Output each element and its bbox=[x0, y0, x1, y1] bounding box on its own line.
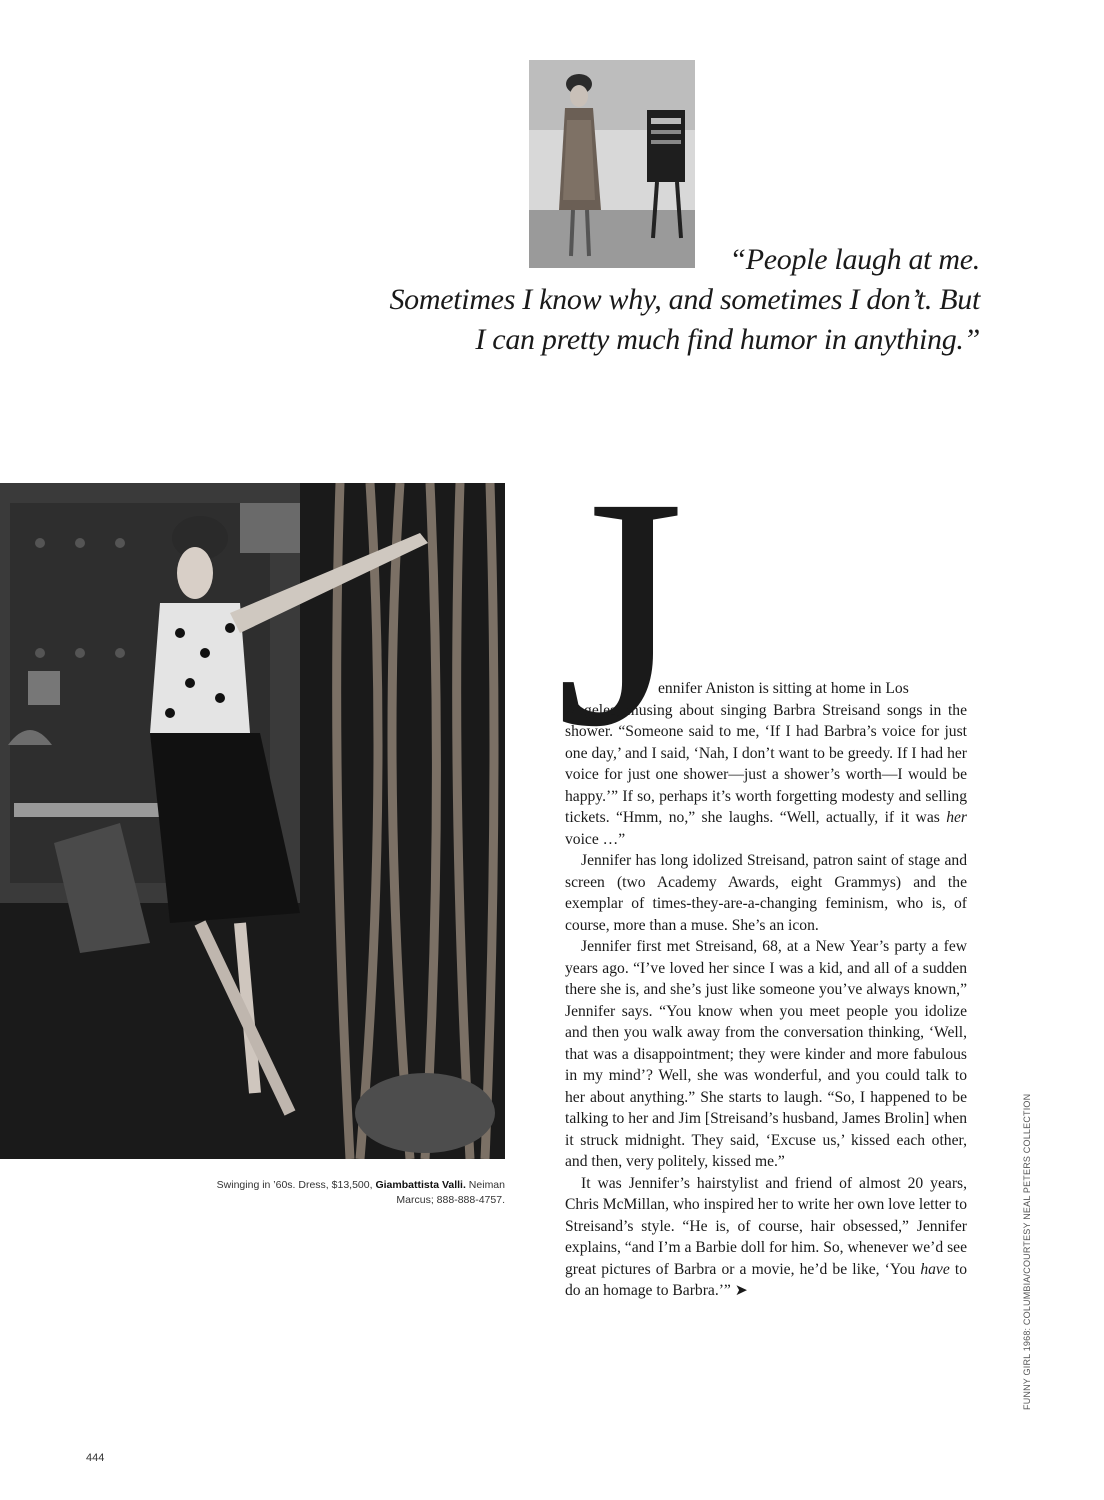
inset-photo bbox=[529, 60, 695, 268]
continue-arrow-icon: ➤ bbox=[734, 1282, 748, 1299]
caption-text-a: Swinging in ’60s. Dress, $13,500, bbox=[216, 1179, 376, 1191]
pull-quote-line-1: “People laugh at me. bbox=[729, 243, 980, 276]
photo-credit: FUNNY GIRL 1968: COLUMBIA/COURTESY NEAL PETERS COLLECTION bbox=[1022, 1093, 1032, 1410]
page-number: 444 bbox=[86, 1452, 105, 1464]
article-first-line: ennifer Aniston is sitting at home in Los bbox=[658, 680, 909, 697]
photo-caption bbox=[214, 1178, 505, 1208]
article-p1-italic: her bbox=[946, 809, 967, 826]
article-p1-text: Angeles, musing about singing Barbra Streisand songs in the shower. “Someone said to me, ‘If I had Barbra’s voice for just one day,’ and I said, ‘Nah, I don’t want to be greedy. If I had her voice for just one shower—just a shower’s worth—I would be happy.’” If so, perhaps it’s worth forgetting modesty and selling tickets. “Hmm, no,” she laughs. “Well, actually, if it was bbox=[565, 701, 967, 826]
article-p4-italic: have bbox=[920, 1260, 950, 1278]
article-paragraph-2: Jennifer has long idolized Streisand, patron saint of stage and screen (two Academy Awards, eight Grammys) and the exemplar of times-they-are-a-changing feminism, who is, of course, more than a muse. She’s an icon. bbox=[565, 852, 967, 934]
pull-quote bbox=[300, 240, 980, 360]
caption-brand: Giambattista Valli. bbox=[375, 1179, 466, 1191]
pull-quote-line-3: I can pretty much find humor in anything.” bbox=[475, 323, 980, 356]
article-p4-text: It was Jennifer’s hairstylist and friend of almost 20 years, Chris McMillan, who inspired her to write her own love letter to Streisand’s style. “He is, of course, hair obsessed,” Jennifer explains, “and I’m a Barbie doll for him. So, whenever we’d see great pictures of Barbra or a movie, he’d be like, ‘You bbox=[565, 1174, 967, 1278]
article-paragraph-3: Jennifer first met Streisand, 68, at a New Year’s party a few years ago. “I’ve loved her since I was a kid, and all of a sudden there she is, and she’s just like someone you’ve always known,” Jennifer says. “You know when you meet people you idolize and then you walk away from the conversation thinking, ‘Well, that was a disappointment; they were kinder and more fabulous in my mind’? Well, she was wonderful, and you could talk to her about anything.” She starts to laugh. “So, I happened to be talking to her and Jim [Streisand’s husband, James Brolin] when it struck midnight. They said, ‘Excuse us,’ kissed each other, and then, very politely, kissed me.” bbox=[565, 938, 967, 1170]
article-paragraph-1 bbox=[565, 678, 967, 850]
article-p1-end: voice …” bbox=[565, 830, 626, 848]
caption-text-b: Neiman Marcus; 888-888-4757. bbox=[396, 1179, 505, 1206]
drop-cap: J bbox=[556, 430, 685, 795]
pull-quote-line-2: Sometimes I know why, and sometimes I don’t. But bbox=[389, 283, 980, 316]
article-body bbox=[565, 678, 967, 1302]
article-p4-end: to do an homage to Barbra.’” bbox=[565, 1260, 968, 1299]
article-paragraph-4 bbox=[565, 1173, 967, 1302]
main-photo bbox=[0, 483, 505, 1159]
